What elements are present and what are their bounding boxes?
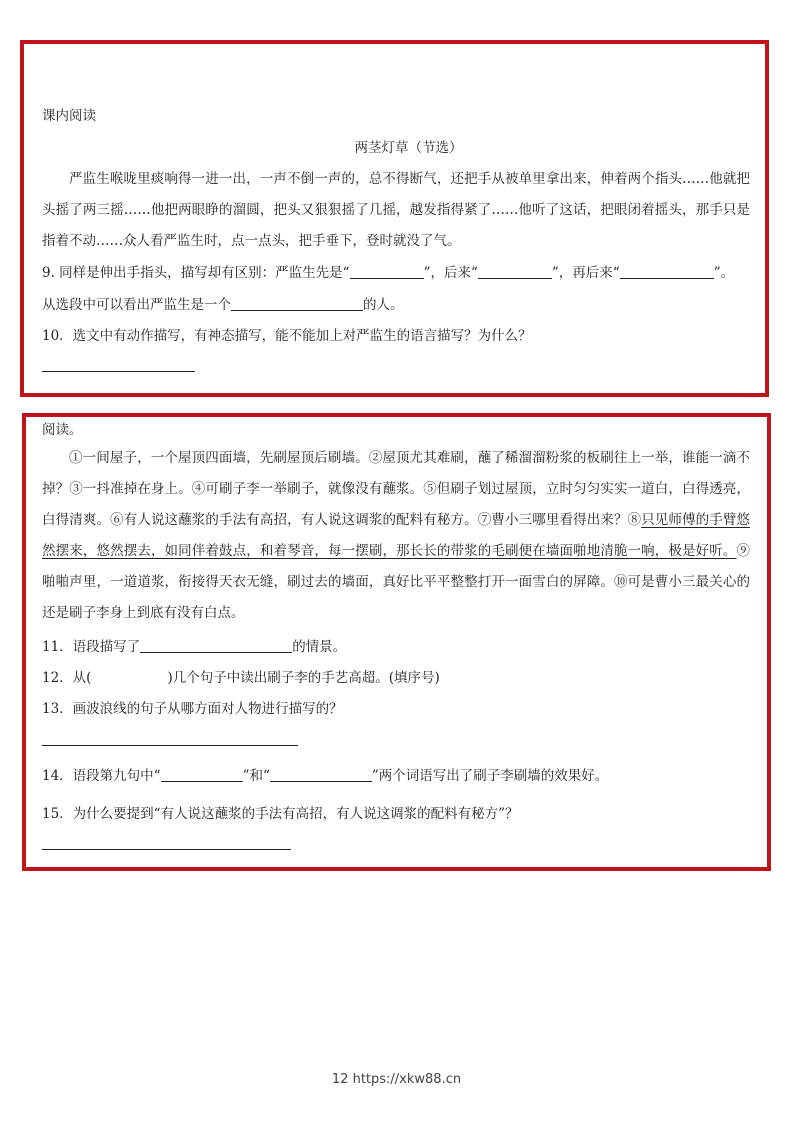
page-footer <box>0 1072 793 1087</box>
passage-2-wavy-sentence: 只见师傅的手臂悠然摆来，悠然摆去，如同伴着鼓点，和着琴音，每一摆刷，那长长的带浆的毛刷便在墙面啪地清脆一响，极是好听。 <box>42 512 751 559</box>
section-2-heading: 阅读。 <box>42 422 83 438</box>
q9-text-d: ”。 <box>713 265 735 281</box>
q9-text-e: 从选段中可以看出严监生是一个 <box>42 297 231 313</box>
passage-1: 严监生喉咙里痰响得一进一出，一声不倒一声的，总不得断气，还把手从被单里拿出来，伸着两个指头……他就把头摇了两三摇……他把两眼睁的溜圆，把头又狠狠摇了几摇，越发指得紧了……他听了这话，把眼闭着摇头，那手只是指着不动……众人看严监生时，点一点头，把手垂下，登时就没了气。 <box>42 171 750 249</box>
q15-answer-line[interactable] <box>42 849 291 850</box>
question-10: 10．选文中有动作描写，有神态描写，能不能加上对严监生的语言描写？为什么？ <box>42 328 532 344</box>
q11-text-a: 11．语段描写了 <box>42 639 141 655</box>
q14-text-b: ”和“ <box>242 768 270 784</box>
q9-blank-3[interactable] <box>620 264 714 279</box>
q9-text-a: 9. 同样是伸出手指头，描写却有区别：严监生先是“ <box>42 265 350 281</box>
q9-text-c: ”，再后来“ <box>551 265 620 281</box>
section-1-heading: 课内阅读 <box>42 108 96 124</box>
question-11 <box>42 638 346 656</box>
passage-2-part-2: ⑨啪啪声里，一道道浆，衔接得天衣无缝，刷过去的墙面，真好比平平整整打开一面雪白的屏障。⑩可是曹小三最关心的还是刷子李身上到底有没有白点。 <box>42 543 750 621</box>
q9-text-f: 的人。 <box>363 297 404 313</box>
footer-site-link[interactable]: https://xkw88.cn <box>352 1072 462 1087</box>
q13-answer-line[interactable] <box>42 745 298 746</box>
q9-text-b: ”，后来“ <box>423 265 478 281</box>
q10-answer-line[interactable] <box>42 371 195 372</box>
passage-2-part-1: ①一间屋子，一个屋顶四面墙，先刷屋顶后刷墙。②屋顶尤其难刷，蘸了稀溜溜粉浆的板刷往上一举，谁能一滴不掉？③一抖准掉在身上。④可刷子李一举刷子，就像没有蘸浆。⑤但刷子划过屋顶，立时匀匀实实一道白，白得透亮，白得清爽。⑥有人说这蘸浆的手法有高招，有人说这调浆的配料有秘方。⑦曹小三哪里看得出来？⑧ <box>42 450 750 528</box>
q12-text-b: )几个句子中读出刷子李的手艺高超。(填序号) <box>167 670 440 686</box>
page-number: 12 <box>331 1072 349 1087</box>
q14-text-c: ”两个词语写出了刷子李刷墙的效果好。 <box>371 768 609 784</box>
q14-blank-1[interactable] <box>161 767 243 782</box>
q11-text-b: 的情景。 <box>292 639 347 655</box>
q9-blank-1[interactable] <box>350 264 424 279</box>
q14-blank-2[interactable] <box>270 767 372 782</box>
question-13: 13．画波浪线的句子从哪方面对人物进行描写的？ <box>42 701 343 717</box>
question-14 <box>42 767 608 785</box>
passage-2 <box>42 443 750 629</box>
passage-title: 两茎灯草（节选） <box>354 140 463 156</box>
question-9-line-2 <box>42 296 404 314</box>
question-12 <box>42 669 440 687</box>
question-9-line-1 <box>42 264 734 282</box>
q11-blank[interactable] <box>140 638 292 653</box>
question-15: 15．为什么要提到“有人说这蘸浆的手法有高招，有人说这调浆的配料有秘方”？ <box>42 806 519 822</box>
q14-text-a: 14．语段第九句中“ <box>42 768 161 784</box>
q9-blank-2[interactable] <box>478 264 552 279</box>
q12-text-a: 12．从( <box>42 670 92 686</box>
q9-blank-4[interactable] <box>231 296 363 311</box>
